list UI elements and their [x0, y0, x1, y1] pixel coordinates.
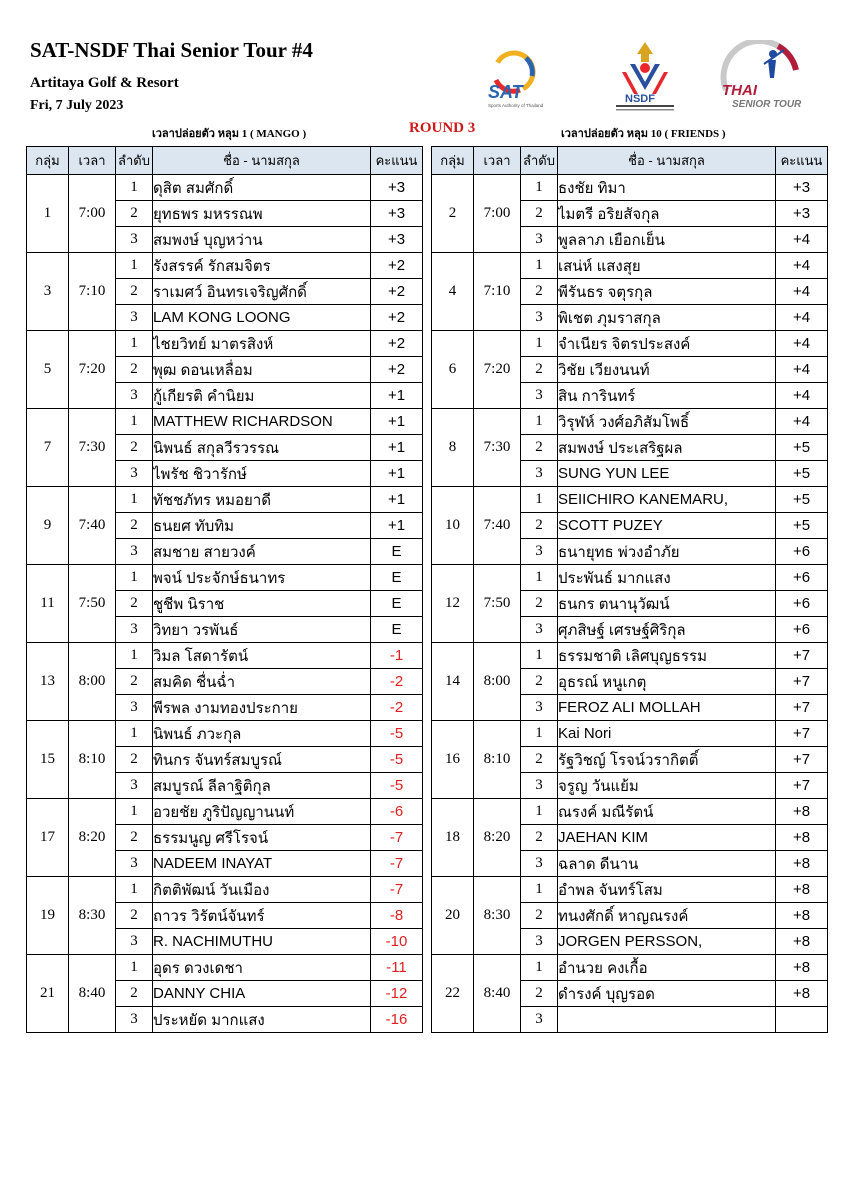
tee-time: 8:10 [69, 721, 116, 799]
player-order: 3 [116, 695, 153, 721]
player-score: -5 [371, 773, 423, 799]
player-name: FEROZ ALI MOLLAH [558, 695, 776, 721]
player-name: ธงชัย ทิมา [558, 175, 776, 201]
player-order: 3 [116, 383, 153, 409]
tee-time: 7:10 [69, 253, 116, 331]
score-column-header: คะแนน [371, 147, 423, 175]
player-name: กิตติพัฒน์ วันเมือง [153, 877, 371, 903]
player-name: สิน การินทร์ [558, 383, 776, 409]
table-row [27, 487, 423, 513]
player-order: 3 [521, 929, 558, 955]
group-number: 9 [27, 487, 69, 565]
player-name: รังสรรค์ รักสมจิตร [153, 253, 371, 279]
player-score: +7 [776, 747, 828, 773]
player-score: +8 [776, 877, 828, 903]
player-name: Kai Nori [558, 721, 776, 747]
player-score: -7 [371, 851, 423, 877]
player-score [776, 1007, 828, 1033]
player-score: -7 [371, 877, 423, 903]
player-order: 2 [521, 981, 558, 1007]
player-name: ณรงค์ มณีรัตน์ [558, 799, 776, 825]
player-score: -11 [371, 955, 423, 981]
player-order: 2 [116, 903, 153, 929]
player-order: 1 [521, 955, 558, 981]
player-score: +1 [371, 435, 423, 461]
player-order: 1 [116, 877, 153, 903]
tee-time: 7:20 [474, 331, 521, 409]
player-order: 1 [116, 331, 153, 357]
group-number: 2 [432, 175, 474, 253]
player-order: 1 [116, 721, 153, 747]
player-score: -1 [371, 643, 423, 669]
tee-time: 8:30 [474, 877, 521, 955]
player-order: 1 [116, 643, 153, 669]
player-score: -8 [371, 903, 423, 929]
table-header-row [27, 147, 423, 175]
player-score: -2 [371, 669, 423, 695]
player-order: 2 [521, 825, 558, 851]
player-name: ยุทธพร มหรรณพ [153, 201, 371, 227]
player-name: จำเนียร จิตรประสงค์ [558, 331, 776, 357]
player-order: 2 [116, 747, 153, 773]
player-name: สมพงษ์ บุญหว่าน [153, 227, 371, 253]
table-row [432, 409, 828, 435]
player-score: +5 [776, 461, 828, 487]
player-score: +4 [776, 409, 828, 435]
player-order: 3 [116, 929, 153, 955]
time-column-header: เวลา [69, 147, 116, 175]
player-order: 3 [521, 773, 558, 799]
player-name [558, 1007, 776, 1033]
player-order: 2 [116, 981, 153, 1007]
player-name: อำพล จันทร์โสม [558, 877, 776, 903]
player-score: -12 [371, 981, 423, 1007]
tee-time: 7:50 [474, 565, 521, 643]
player-score: +6 [776, 539, 828, 565]
player-order: 3 [116, 539, 153, 565]
table-row [27, 409, 423, 435]
table-header-row [432, 147, 828, 175]
table-row [432, 331, 828, 357]
player-order: 3 [521, 1007, 558, 1033]
player-score: +5 [776, 487, 828, 513]
player-order: 1 [116, 253, 153, 279]
svg-text:SAT: SAT [488, 82, 523, 102]
venue-name: Artitaya Golf & Resort [30, 75, 179, 91]
sat-logo [478, 40, 568, 110]
name-column-header: ชื่อ - นามสกุล [153, 147, 371, 175]
player-order: 3 [521, 539, 558, 565]
player-score: +8 [776, 929, 828, 955]
player-name: JAEHAN KIM [558, 825, 776, 851]
group-number: 16 [432, 721, 474, 799]
svg-text:THAI: THAI [722, 82, 757, 99]
player-name: อุธรณ์ หนูเกตุ [558, 669, 776, 695]
player-score: +2 [371, 305, 423, 331]
table-row [27, 175, 423, 201]
tee-time: 8:20 [69, 799, 116, 877]
group-number: 3 [27, 253, 69, 331]
right-draw-body [432, 175, 828, 1033]
player-score: +7 [776, 695, 828, 721]
player-score: +1 [371, 383, 423, 409]
tee-time: 8:40 [69, 955, 116, 1033]
player-order: 2 [521, 513, 558, 539]
player-name: พิเชต ภุมราสกุล [558, 305, 776, 331]
player-name: สมบูรณ์ ลีลาฐิติกุล [153, 773, 371, 799]
player-name: ชูชีพ นิราช [153, 591, 371, 617]
group-number: 10 [432, 487, 474, 565]
player-score: -7 [371, 825, 423, 851]
tee-time: 8:00 [474, 643, 521, 721]
table-row [432, 253, 828, 279]
player-order: 2 [521, 357, 558, 383]
table-row [432, 799, 828, 825]
player-name: พีรันธร จตุรกุล [558, 279, 776, 305]
player-name: ถาวร วิรัตน์จันทร์ [153, 903, 371, 929]
order-column-header: ลำดับ [116, 147, 153, 175]
player-name: วิมล โสดารัตน์ [153, 643, 371, 669]
player-score: +8 [776, 851, 828, 877]
tee-time: 7:30 [474, 409, 521, 487]
table-row [27, 799, 423, 825]
player-order: 2 [521, 903, 558, 929]
group-number: 13 [27, 643, 69, 721]
table-row [432, 721, 828, 747]
player-order: 3 [521, 461, 558, 487]
table-row [27, 253, 423, 279]
group-number: 12 [432, 565, 474, 643]
player-name: LAM KONG LOONG [153, 305, 371, 331]
player-score: +8 [776, 799, 828, 825]
player-name: ไชยวิทย์ มาตรสิงห์ [153, 331, 371, 357]
player-order: 2 [116, 825, 153, 851]
thai-senior-tour-logo-icon [718, 40, 808, 112]
player-order: 2 [521, 279, 558, 305]
name-column-header: ชื่อ - นามสกุล [558, 147, 776, 175]
table-row [27, 643, 423, 669]
player-score: +4 [776, 331, 828, 357]
group-number: 7 [27, 409, 69, 487]
player-order: 3 [521, 227, 558, 253]
player-score: +1 [371, 461, 423, 487]
time-column-header: เวลา [474, 147, 521, 175]
player-score: +8 [776, 903, 828, 929]
svg-text:Sports Authority of Thailand: Sports Authority of Thailand [488, 103, 544, 108]
player-score: +2 [371, 253, 423, 279]
tee-time: 7:00 [474, 175, 521, 253]
group-column-header: กลุ่ม [432, 147, 474, 175]
table-row [27, 721, 423, 747]
table-row [432, 877, 828, 903]
player-score: +8 [776, 981, 828, 1007]
player-name: อำนวย คงเกื้อ [558, 955, 776, 981]
player-name: DANNY CHIA [153, 981, 371, 1007]
player-name: ธนายุทธ พ่วงอำภัย [558, 539, 776, 565]
player-order: 2 [116, 201, 153, 227]
player-order: 3 [521, 695, 558, 721]
player-order: 1 [521, 565, 558, 591]
player-order: 1 [116, 565, 153, 591]
player-name: ธรรมนูญ ศรีโรจน์ [153, 825, 371, 851]
tee-off-hole-1-label: เวลาปล่อยตัว หลุม 1 ( MANGO ) [152, 128, 307, 140]
nsdf-logo [608, 38, 682, 114]
group-number: 20 [432, 877, 474, 955]
order-column-header: ลำดับ [521, 147, 558, 175]
table-row [432, 487, 828, 513]
page-title: SAT-NSDF Thai Senior Tour #4 [30, 38, 313, 62]
table-row [432, 175, 828, 201]
player-order: 2 [116, 669, 153, 695]
player-name: จรูญ วันแย้ม [558, 773, 776, 799]
group-number: 14 [432, 643, 474, 721]
group-number: 15 [27, 721, 69, 799]
table-row [432, 643, 828, 669]
player-score: +5 [776, 435, 828, 461]
group-number: 18 [432, 799, 474, 877]
tee-time: 7:50 [69, 565, 116, 643]
tee-time: 8:30 [69, 877, 116, 955]
player-name: ดำรงค์ บุญรอด [558, 981, 776, 1007]
player-score: +4 [776, 357, 828, 383]
player-order: 3 [116, 773, 153, 799]
player-score: +8 [776, 825, 828, 851]
player-name: อวยชัย ภูริปัญญานนท์ [153, 799, 371, 825]
tee-time: 7:30 [69, 409, 116, 487]
player-order: 2 [521, 669, 558, 695]
tee-time: 7:40 [474, 487, 521, 565]
player-order: 3 [521, 305, 558, 331]
player-order: 3 [521, 851, 558, 877]
player-order: 3 [116, 617, 153, 643]
player-score: +4 [776, 279, 828, 305]
player-name: กู้เกียรติ คำนิยม [153, 383, 371, 409]
player-name: ประหยัด มากแสง [153, 1007, 371, 1033]
group-number: 5 [27, 331, 69, 409]
player-name: วิชัย เวียงนนท์ [558, 357, 776, 383]
player-score: +2 [371, 331, 423, 357]
player-name: ธนยศ ทับทิม [153, 513, 371, 539]
player-score: +1 [371, 513, 423, 539]
player-name: ประพันธ์ มากแสง [558, 565, 776, 591]
player-order: 1 [116, 175, 153, 201]
player-order: 1 [116, 409, 153, 435]
table-row [27, 331, 423, 357]
player-order: 2 [116, 513, 153, 539]
player-score: +6 [776, 617, 828, 643]
player-name: พูลลาภ เยือกเย็น [558, 227, 776, 253]
player-score: E [371, 539, 423, 565]
player-order: 3 [116, 305, 153, 331]
player-score: +3 [776, 175, 828, 201]
player-score: +3 [776, 201, 828, 227]
player-order: 1 [521, 175, 558, 201]
player-order: 1 [116, 799, 153, 825]
table-row [432, 955, 828, 981]
player-name: พีรพล งามทองประกาย [153, 695, 371, 721]
player-name: พจน์ ประจักษ์ธนาทร [153, 565, 371, 591]
player-name: ดุสิต สมศักดิ์ [153, 175, 371, 201]
group-number: 22 [432, 955, 474, 1033]
player-score: +7 [776, 669, 828, 695]
player-order: 3 [521, 617, 558, 643]
player-score: +3 [371, 201, 423, 227]
player-order: 2 [116, 435, 153, 461]
player-order: 2 [521, 591, 558, 617]
player-order: 3 [521, 383, 558, 409]
group-number: 4 [432, 253, 474, 331]
player-name: ทินกร จันทร์สมบูรณ์ [153, 747, 371, 773]
thai-senior-tour-logo [718, 40, 808, 112]
tee-time: 8:10 [474, 721, 521, 799]
player-score: +4 [776, 253, 828, 279]
player-name: รัฐวิชญ์ โรจน์วรากิตติ์ [558, 747, 776, 773]
player-score: +7 [776, 643, 828, 669]
player-name: วิทยา วรพันธ์ [153, 617, 371, 643]
player-order: 3 [116, 227, 153, 253]
player-score: +4 [776, 383, 828, 409]
player-name: MATTHEW RICHARDSON [153, 409, 371, 435]
player-order: 1 [521, 487, 558, 513]
player-name: สมชาย สายวงค์ [153, 539, 371, 565]
player-score: +6 [776, 565, 828, 591]
player-score: -16 [371, 1007, 423, 1033]
player-name: JORGEN PERSSON, [558, 929, 776, 955]
player-name: พุฒ ดอนเหลื่อม [153, 357, 371, 383]
round-label: ROUND 3 [409, 120, 476, 136]
player-name: SUNG YUN LEE [558, 461, 776, 487]
player-name: สมคิด ชื่นฉ่ำ [153, 669, 371, 695]
player-score: -5 [371, 721, 423, 747]
event-date: Fri, 7 July 2023 [30, 98, 124, 113]
player-name: NADEEM INAYAT [153, 851, 371, 877]
player-score: +4 [776, 227, 828, 253]
player-name: สมพงษ์ ประเสริฐผล [558, 435, 776, 461]
player-name: ธนกร ตนานุวัฒน์ [558, 591, 776, 617]
player-score: -5 [371, 747, 423, 773]
table-row [27, 565, 423, 591]
player-score: +8 [776, 955, 828, 981]
group-number: 8 [432, 409, 474, 487]
player-order: 1 [521, 643, 558, 669]
group-number: 6 [432, 331, 474, 409]
player-score: E [371, 565, 423, 591]
svg-text:NSDF: NSDF [625, 93, 655, 105]
player-score: +2 [371, 357, 423, 383]
right-draw-table [431, 146, 828, 1033]
player-score: -10 [371, 929, 423, 955]
player-order: 2 [116, 279, 153, 305]
player-name: ไพรัช ชิวารักษ์ [153, 461, 371, 487]
player-name: SEIICHIRO KANEMARU, [558, 487, 776, 513]
player-name: ราเมศว์ อินทรเจริญศักดิ์ [153, 279, 371, 305]
player-order: 1 [116, 955, 153, 981]
group-number: 21 [27, 955, 69, 1033]
player-score: E [371, 591, 423, 617]
player-name: ทัชชภัทร หมอยาดี [153, 487, 371, 513]
player-name: เสน่ห์ แสงสุย [558, 253, 776, 279]
player-order: 2 [116, 357, 153, 383]
player-score: +3 [371, 175, 423, 201]
table-row [432, 565, 828, 591]
player-name: R. NACHIMUTHU [153, 929, 371, 955]
player-score: +5 [776, 513, 828, 539]
player-order: 1 [521, 799, 558, 825]
player-name: ธรรมชาติ เลิศบุญธรรม [558, 643, 776, 669]
score-column-header: คะแนน [776, 147, 828, 175]
nsdf-logo-icon [608, 38, 682, 114]
player-name: อุดร ดวงเดชา [153, 955, 371, 981]
player-score: -6 [371, 799, 423, 825]
player-order: 2 [521, 747, 558, 773]
player-score: +1 [371, 409, 423, 435]
player-order: 2 [521, 435, 558, 461]
player-name: ฉลาด ดีนาน [558, 851, 776, 877]
player-order: 2 [116, 591, 153, 617]
player-order: 1 [521, 253, 558, 279]
player-name: ไมตรี อริยสัจกุล [558, 201, 776, 227]
player-order: 1 [116, 487, 153, 513]
left-draw-table [26, 146, 423, 1033]
player-score: +7 [776, 721, 828, 747]
player-name: SCOTT PUZEY [558, 513, 776, 539]
player-score: +3 [371, 227, 423, 253]
left-draw-body [27, 175, 423, 1033]
player-order: 2 [521, 201, 558, 227]
player-score: +7 [776, 773, 828, 799]
svg-text:SENIOR TOUR: SENIOR TOUR [732, 99, 802, 110]
player-score: +6 [776, 591, 828, 617]
group-column-header: กลุ่ม [27, 147, 69, 175]
player-order: 1 [521, 331, 558, 357]
player-name: ศุภสิษฐ์ เศรษฐ์ศิริกุล [558, 617, 776, 643]
player-name: นิพนธ์ สกุลวีรวรรณ [153, 435, 371, 461]
sat-logo-icon [478, 40, 568, 110]
player-name: นิพนธ์ ภวะกุล [153, 721, 371, 747]
player-score: -2 [371, 695, 423, 721]
tee-time: 7:40 [69, 487, 116, 565]
tee-time: 8:00 [69, 643, 116, 721]
player-score: E [371, 617, 423, 643]
player-order: 3 [116, 461, 153, 487]
player-name: ทนงศักดิ์ หาญณรงค์ [558, 903, 776, 929]
tee-time: 8:20 [474, 799, 521, 877]
tee-time: 7:20 [69, 331, 116, 409]
player-score: +4 [776, 305, 828, 331]
player-name: วิรุฬห์ วงศ์อภิสัมโพธิ์ [558, 409, 776, 435]
tee-time: 8:40 [474, 955, 521, 1033]
tee-off-hole-10-label: เวลาปล่อยตัว หลุม 10 ( FRIENDS ) [561, 128, 726, 140]
tee-time: 7:10 [474, 253, 521, 331]
group-number: 11 [27, 565, 69, 643]
player-order: 1 [521, 877, 558, 903]
player-score: +1 [371, 487, 423, 513]
player-order: 1 [521, 409, 558, 435]
group-number: 17 [27, 799, 69, 877]
player-order: 1 [521, 721, 558, 747]
player-order: 3 [116, 1007, 153, 1033]
group-number: 1 [27, 175, 69, 253]
player-score: +2 [371, 279, 423, 305]
player-order: 3 [116, 851, 153, 877]
table-row [27, 955, 423, 981]
group-number: 19 [27, 877, 69, 955]
table-row [27, 877, 423, 903]
tee-time: 7:00 [69, 175, 116, 253]
